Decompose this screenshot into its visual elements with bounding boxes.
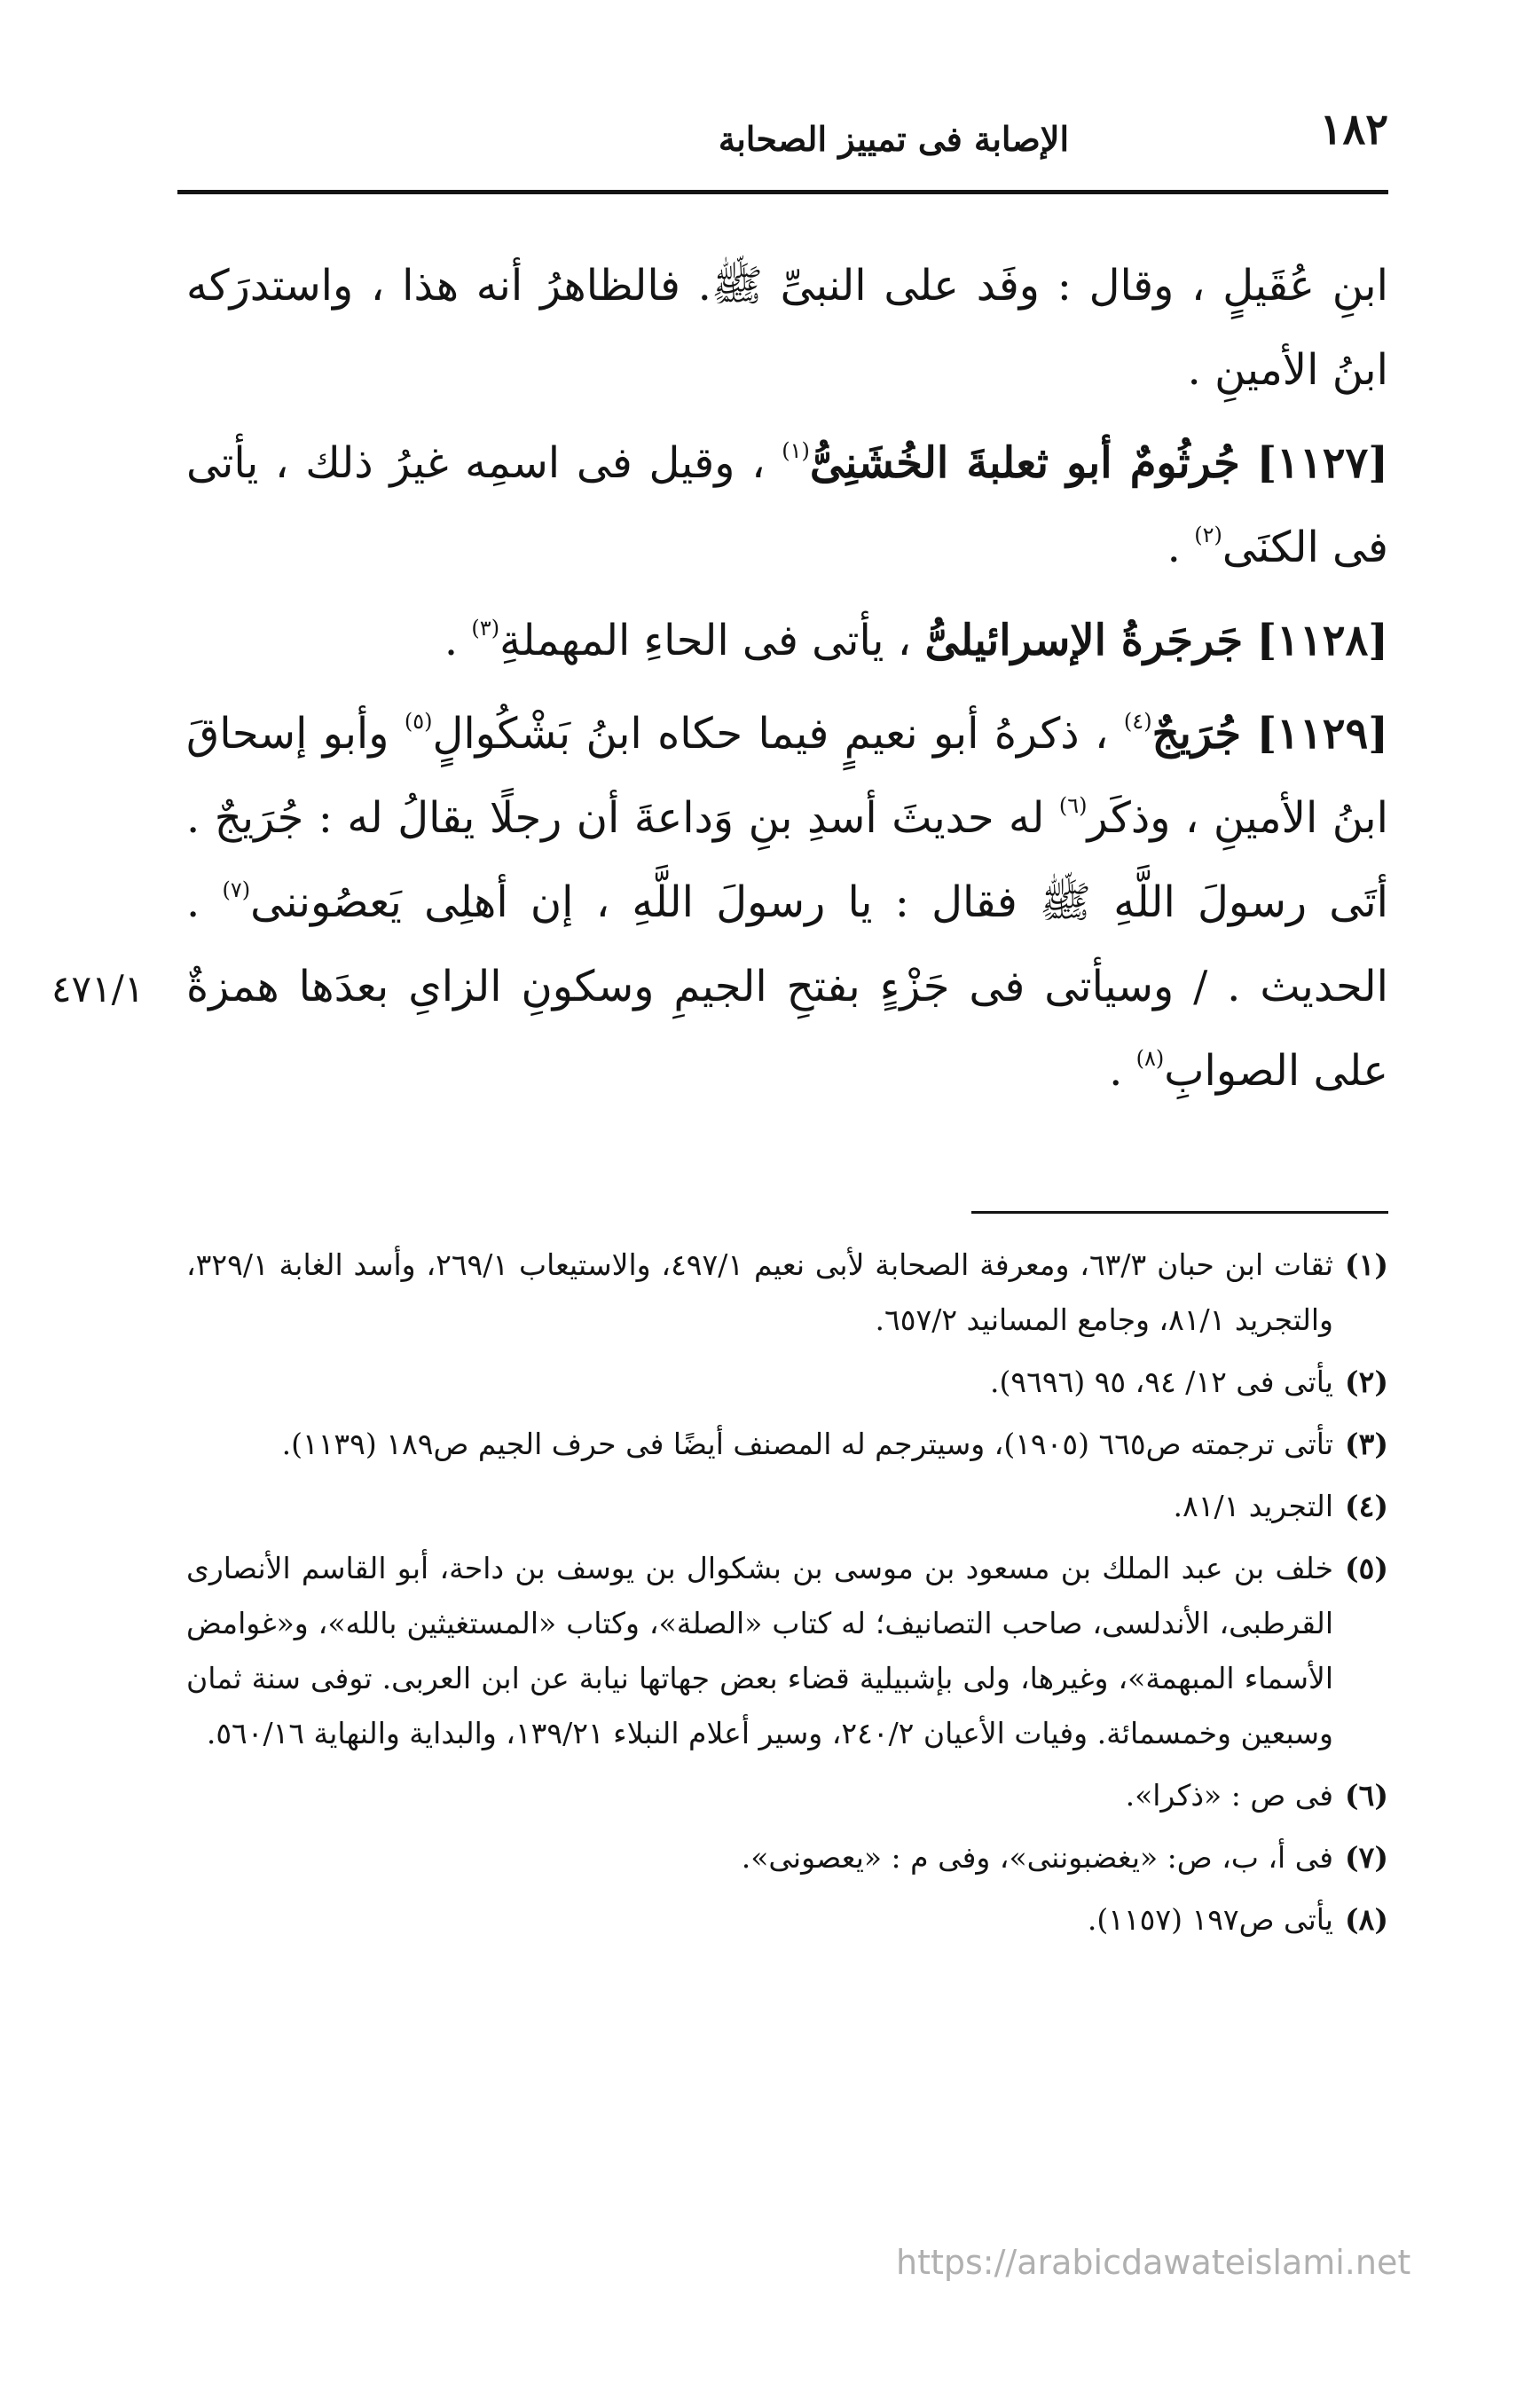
watermark-url: https://arabicdawateislami.net <box>896 2243 1411 2282</box>
entry-name: جَرجَرةُ الإسرائيلىُّ <box>924 616 1244 665</box>
footnote-text: فى أ، ب، ص: «يغضبوننى»، وفى م : «يعصونى». <box>741 1840 1333 1875</box>
entry-text: . <box>1167 523 1195 572</box>
footnote-label: (٤) <box>1345 1489 1388 1523</box>
footnote-label: (٥) <box>1345 1551 1388 1585</box>
footnote-text: التجريد ٨١/١. <box>1173 1489 1333 1523</box>
entry-text: . الحديث . / وسيأتى فى جَزْءٍ بفتحِ الجيمِ وسكونِ الزاىِ بعدَها همزةٌ على الصوابِ <box>186 877 1388 1096</box>
footnote-text: فى ص : «ذكرا». <box>1125 1778 1333 1813</box>
footnote <box>186 1768 1388 1823</box>
paragraph-continuation: ابنِ عُقَيلٍ ، وقال : وفَد على النبىِّ ﷺ. فالظاهرُ أنه هذا ، واستدرَكه ابنُ الأمينِ . <box>186 261 1388 395</box>
footnote-label: (٧) <box>1345 1840 1388 1875</box>
footnote-label: (٨) <box>1345 1902 1388 1937</box>
footnote-marker: (٦) <box>1058 793 1088 818</box>
entry-1129 <box>186 692 1388 1113</box>
footnote-marker: (٧) <box>222 877 251 902</box>
footnote-label: (١) <box>1345 1247 1388 1282</box>
footnote <box>186 1541 1388 1761</box>
footnote-marker: (٣) <box>471 616 500 641</box>
entry-text: . <box>444 616 472 665</box>
entry-text: له حديثَ أسدِ بنِ وَداعةَ أن رجلًا يقالُ له : جُرَيجٌ . أتَى رسولَ اللَّهِ ﷺ فقال : يا رسولَ اللَّهِ ، إن أهلِى يَعصُوننى <box>186 793 1389 927</box>
main-text <box>186 244 1388 1122</box>
entry-text: ، ذكرهُ أبو نعيمٍ فيما حكاه ابنُ بَشْكُوالٍ <box>432 709 1124 759</box>
footnote <box>186 1479 1388 1534</box>
footnote-text: ثقات ابن حبان ٦٣/٣، ومعرفة الصحابة لأبى نعيم ٤٩٧/١، والاستيعاب ٢٦٩/١، وأسد الغابة ٣٢٩/١، والتجريد ٨١/١، وجامع المسانيد ٦٥٧/٢. <box>186 1247 1333 1337</box>
footnotes <box>186 1238 1388 1955</box>
footnote <box>186 1830 1388 1885</box>
footnote-separator <box>971 1211 1388 1214</box>
page-header <box>177 105 1388 176</box>
footnote-text: تأتى ترجمته ص٦٦٥ (١٩٠٥)، وسيترجم له المصنف أيضًا فى حرف الجيم ص١٨٩ (١١٣٩). <box>281 1427 1333 1461</box>
entry-text: ، يأتى فى الحاءِ المهملةِ <box>499 616 925 665</box>
footnote-text: يأتى ص١٩٧ (١١٥٧). <box>1087 1902 1333 1937</box>
entry-name: جُرَيجٌ <box>1151 709 1242 759</box>
footnote-text: يأتى فى ١٢/ ٩٤، ٩٥ (٩٦٩٦). <box>990 1365 1333 1399</box>
entry-text: ، وقيل فى اسمِه غيرُ ذلك ، يأتى فى الكنَى <box>186 438 1388 572</box>
footnote <box>186 1355 1388 1410</box>
entry-text: وأبو إسحاقَ ابنُ الأمينِ ، وذكَر <box>186 709 1388 843</box>
page-number: ١٨٢ <box>1319 105 1388 154</box>
footnote-label: (٣) <box>1345 1427 1388 1461</box>
footnote-label: (٢) <box>1345 1365 1388 1399</box>
entry-text: . <box>1109 1046 1136 1096</box>
footnote-marker: (١) <box>782 438 810 463</box>
footnote <box>186 1417 1388 1472</box>
header-rule <box>177 190 1388 194</box>
footnote-marker: (٨) <box>1135 1046 1165 1071</box>
footnote-label: (٦) <box>1345 1778 1388 1813</box>
footnote-marker: (٢) <box>1194 523 1222 547</box>
entry-name: جُرثُومٌ أبو ثعلبةَ الخُشَنِىُّ <box>809 438 1240 488</box>
entry-1128 <box>186 599 1388 683</box>
entry-1127 <box>186 421 1388 590</box>
entry-number: [١١٢٩] <box>1256 709 1388 759</box>
margin-page-reference: ٤٧١/١ <box>51 967 145 1011</box>
entry-number: [١١٢٧] <box>1256 438 1388 488</box>
footnote-marker: (٥) <box>404 709 433 734</box>
footnote-marker: (٤) <box>1123 709 1152 734</box>
entry-number: [١١٢٨] <box>1256 616 1388 665</box>
footnote <box>186 1892 1388 1947</box>
running-title: الإصابة فى تمييز الصحابة <box>718 119 1069 159</box>
footnote <box>186 1238 1388 1348</box>
footnote-text: خلف بن عبد الملك بن مسعود بن موسى بن بشكوال بن يوسف بن داحة، أبو القاسم الأنصارى القرطبى، الأندلسى، صاحب التصانيف؛ له كتاب «الصلة»، وكتاب «المستغيثين بالله»، و«غوامض الأسماء المبهمة»، وغيرها، ولى بإشبيلية قضاء بعض جهاتها نيابة عن ابن العربى. توفى سنة ثمان وسبعين وخمسمائة. وفيات الأعيان ٢٤٠/٢، وسير أعلام النبلاء ١٣٩/٢١، والبداية والنهاية ٥٦٠/١٦. <box>186 1551 1333 1750</box>
